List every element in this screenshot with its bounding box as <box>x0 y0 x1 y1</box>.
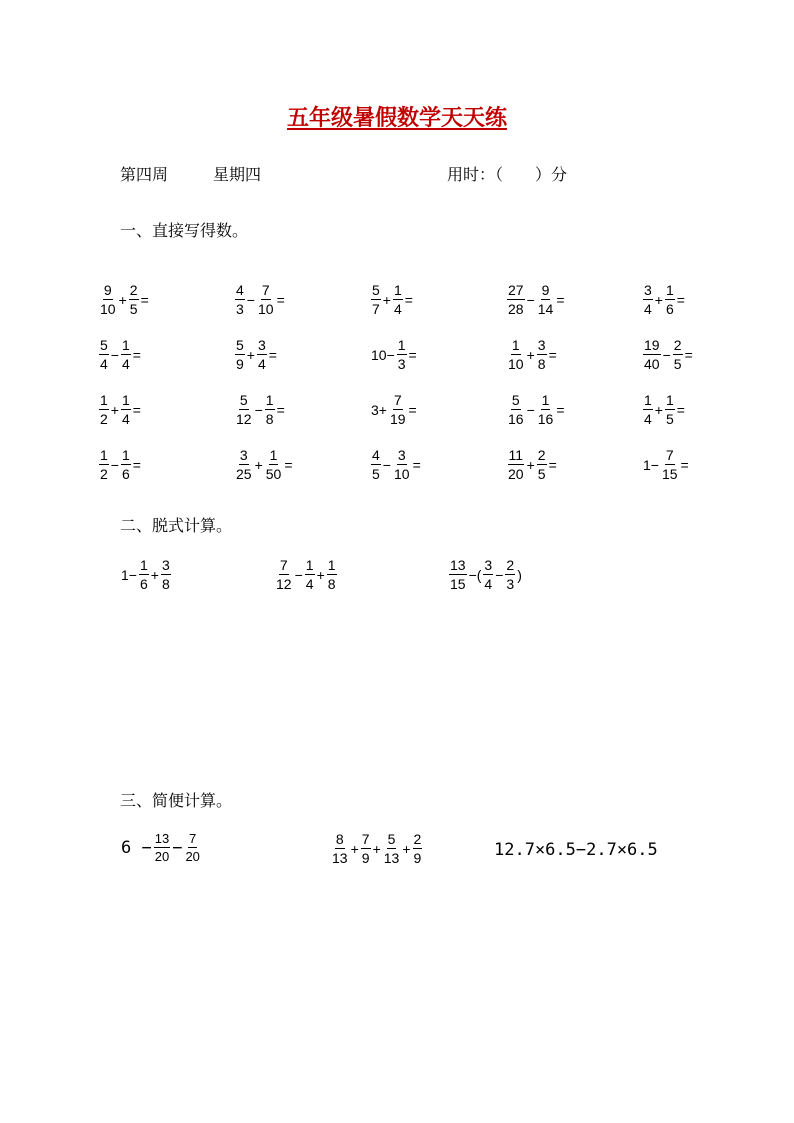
fraction <box>371 448 381 481</box>
operator: = <box>276 401 285 418</box>
denominator: 2 <box>100 466 108 482</box>
math-expression <box>330 832 423 865</box>
math-expression <box>370 338 418 371</box>
math-expression <box>234 393 286 426</box>
operator: = <box>276 291 285 308</box>
numerator: 5 <box>387 831 396 847</box>
denominator: 8 <box>537 356 546 372</box>
time-label: 用时：（ ）分 <box>447 165 568 184</box>
numerator: 1 <box>100 447 108 463</box>
denominator: 10 <box>100 301 116 317</box>
denominator: 9 <box>361 850 370 866</box>
fraction <box>537 448 547 481</box>
operator: − <box>526 401 535 418</box>
fraction <box>483 558 493 591</box>
denominator: 40 <box>644 356 660 372</box>
operator: + <box>526 456 535 473</box>
operator: − <box>526 291 535 308</box>
fraction <box>139 558 149 591</box>
math-expression <box>370 283 414 316</box>
math-expression <box>120 558 172 591</box>
numerator: 1 <box>121 447 130 463</box>
fraction <box>235 338 245 371</box>
operator: + <box>118 291 127 308</box>
operator: = <box>676 291 685 308</box>
math-expression <box>493 840 659 860</box>
denominator: 5 <box>372 466 380 482</box>
numerator: 5 <box>100 337 108 353</box>
math-expression <box>642 283 686 316</box>
math-expression <box>370 448 422 481</box>
math-expression <box>234 338 278 371</box>
fraction <box>99 448 109 481</box>
denominator: 19 <box>389 411 406 427</box>
operator: − <box>382 456 391 473</box>
math-expression <box>506 448 558 481</box>
numerator: 11 <box>508 447 524 463</box>
fraction <box>389 393 407 426</box>
math-expression <box>506 283 566 316</box>
numerator: 13 <box>450 557 466 573</box>
fraction <box>371 283 381 316</box>
fraction <box>235 393 253 426</box>
fraction <box>665 283 675 316</box>
denominator: 5 <box>665 411 674 427</box>
numerator: 3 <box>644 282 652 298</box>
denominator: 4 <box>257 356 266 372</box>
fraction <box>257 283 275 316</box>
fraction <box>449 558 467 591</box>
operator: − <box>662 346 671 363</box>
numerator: 5 <box>239 392 248 408</box>
operator: ) <box>517 566 522 583</box>
fraction <box>505 558 515 591</box>
fraction <box>507 283 525 316</box>
fraction <box>361 832 371 865</box>
section3-heading: 三、简便计算。 <box>120 791 233 810</box>
numerator: 1 <box>541 392 550 408</box>
fraction <box>661 448 679 481</box>
fraction <box>184 832 200 863</box>
fraction <box>507 338 525 371</box>
day-label: 星期四 <box>213 165 262 184</box>
numerator: 7 <box>393 392 402 408</box>
operator: = <box>684 346 693 363</box>
math-expression <box>98 393 142 426</box>
fraction <box>397 338 407 371</box>
numerator: 3 <box>161 557 170 573</box>
denominator: 5 <box>129 301 138 317</box>
denominator: 8 <box>327 576 336 592</box>
denominator: 16 <box>537 411 554 427</box>
denominator: 3 <box>506 576 515 592</box>
operator: = <box>676 401 685 418</box>
numerator: 3 <box>239 447 248 463</box>
numerator: 2 <box>413 831 422 847</box>
fraction <box>129 283 139 316</box>
operator: 3+ <box>371 401 387 418</box>
operator: + <box>526 346 535 363</box>
math-expression <box>98 338 142 371</box>
section2-heading: 二、脱式计算。 <box>120 516 233 535</box>
page-title: 五年级暑假数学天天练 <box>286 105 507 131</box>
numerator: 13 <box>154 831 170 846</box>
fraction <box>99 283 117 316</box>
fraction <box>235 283 245 316</box>
operator: = <box>132 346 141 363</box>
operator: − <box>495 566 504 583</box>
numerator: 7 <box>361 831 370 847</box>
denominator: 4 <box>305 576 314 592</box>
week-label: 第四周 <box>120 165 169 184</box>
numerator: 1 <box>100 392 108 408</box>
denominator: 50 <box>265 466 282 482</box>
operator: = <box>412 456 421 473</box>
numerator: 5 <box>372 282 380 298</box>
denominator: 14 <box>537 301 554 317</box>
denominator: 2 <box>100 411 108 427</box>
fraction <box>393 283 403 316</box>
math-expression <box>98 448 142 481</box>
operator: = <box>404 291 413 308</box>
numerator: 4 <box>236 282 244 298</box>
denominator: 9 <box>236 356 244 372</box>
denominator: 4 <box>644 411 652 427</box>
operator: + <box>372 840 381 857</box>
numerator: 1 <box>511 337 520 353</box>
fraction <box>99 393 109 426</box>
numerator: 1 <box>265 392 274 408</box>
fraction <box>305 558 315 591</box>
fraction <box>537 283 555 316</box>
fraction <box>121 393 131 426</box>
math-expression <box>274 558 338 591</box>
numerator: 3 <box>397 447 406 463</box>
math-expression <box>448 558 523 591</box>
fraction <box>121 448 131 481</box>
numerator: 5 <box>511 392 520 408</box>
operator: + <box>382 291 391 308</box>
numerator: 2 <box>129 282 138 298</box>
operator: 6 − <box>121 837 152 858</box>
math-expression <box>98 283 150 316</box>
operator: + <box>254 456 263 473</box>
denominator: 8 <box>265 411 274 427</box>
denominator: 15 <box>450 576 466 592</box>
operator: + <box>402 840 411 857</box>
numerator: 8 <box>335 831 344 847</box>
denominator: 16 <box>508 411 524 427</box>
operator: + <box>316 566 325 583</box>
operator: 12.7×6.5−2.7×6.5 <box>494 840 658 860</box>
fraction <box>161 558 171 591</box>
numerator: 4 <box>372 447 380 463</box>
fraction <box>665 393 675 426</box>
fraction <box>257 338 267 371</box>
operator: + <box>246 346 255 363</box>
operator: 10− <box>371 346 395 363</box>
fraction <box>643 283 653 316</box>
numerator: 9 <box>103 282 112 298</box>
denominator: 13 <box>383 850 400 866</box>
operator: = <box>556 291 565 308</box>
numerator: 27 <box>508 282 524 298</box>
numerator: 1 <box>393 282 402 298</box>
math-expression <box>642 393 686 426</box>
numerator: 19 <box>644 337 660 353</box>
denominator: 4 <box>484 576 493 592</box>
numerator: 5 <box>236 337 244 353</box>
operator: + <box>654 401 663 418</box>
operator: = <box>140 291 149 308</box>
numerator: 1 <box>644 392 652 408</box>
operator: = <box>132 456 141 473</box>
denominator: 12 <box>236 411 252 427</box>
denominator: 8 <box>161 576 170 592</box>
operator: −( <box>468 566 482 583</box>
operator: = <box>680 456 689 473</box>
operator: = <box>408 346 417 363</box>
numerator: 1 <box>139 557 148 573</box>
fraction <box>275 558 293 591</box>
denominator: 6 <box>121 466 130 482</box>
fraction <box>265 448 283 481</box>
operator: = <box>548 456 557 473</box>
numerator: 2 <box>673 337 682 353</box>
math-expression <box>506 338 558 371</box>
operator: − <box>110 456 119 473</box>
operator: − <box>172 837 183 858</box>
fraction <box>99 338 109 371</box>
denominator: 4 <box>644 301 652 317</box>
operator: + <box>150 566 159 583</box>
denominator: 7 <box>372 301 380 317</box>
denominator: 20 <box>154 849 170 864</box>
fraction <box>265 393 275 426</box>
fraction <box>537 338 547 371</box>
numerator: 1 <box>121 337 130 353</box>
fraction <box>507 393 525 426</box>
operator: = <box>556 401 565 418</box>
numerator: 2 <box>506 557 515 573</box>
math-expression <box>234 283 286 316</box>
fraction <box>383 832 401 865</box>
fraction <box>327 558 337 591</box>
numerator: 3 <box>537 337 546 353</box>
numerator: 1 <box>269 447 278 463</box>
operator: − <box>294 566 303 583</box>
denominator: 12 <box>276 576 292 592</box>
numerator: 9 <box>541 282 550 298</box>
denominator: 10 <box>257 301 274 317</box>
numerator: 7 <box>189 831 197 846</box>
operator: − <box>254 401 263 418</box>
operator: = <box>268 346 277 363</box>
fraction <box>121 338 131 371</box>
math-expression <box>642 338 694 371</box>
fraction <box>154 832 170 863</box>
denominator: 20 <box>508 466 524 482</box>
numerator: 1 <box>665 392 674 408</box>
fraction <box>643 393 653 426</box>
operator: = <box>284 456 293 473</box>
operator: − <box>110 346 119 363</box>
denominator: 13 <box>332 850 348 866</box>
operator: 1− <box>643 456 659 473</box>
numerator: 1 <box>305 557 314 573</box>
section1-heading: 一、直接写得数。 <box>120 221 249 240</box>
fraction <box>507 448 525 481</box>
numerator: 1 <box>665 282 674 298</box>
denominator: 4 <box>393 301 402 317</box>
operator: = <box>548 346 557 363</box>
operator: = <box>132 401 141 418</box>
operator: + <box>654 291 663 308</box>
fraction <box>673 338 683 371</box>
math-expression <box>506 393 566 426</box>
denominator: 3 <box>397 356 406 372</box>
denominator: 4 <box>121 356 130 372</box>
fraction <box>331 832 349 865</box>
denominator: 10 <box>508 356 524 372</box>
denominator: 9 <box>413 850 422 866</box>
operator: − <box>246 291 255 308</box>
math-expression <box>234 448 294 481</box>
math-expression <box>370 393 418 426</box>
numerator: 7 <box>261 282 270 298</box>
denominator: 6 <box>139 576 148 592</box>
operator: = <box>408 401 417 418</box>
denominator: 6 <box>665 301 674 317</box>
operator: 1− <box>121 566 137 583</box>
numerator: 1 <box>397 337 406 353</box>
fraction <box>413 832 423 865</box>
numerator: 7 <box>665 447 674 463</box>
numerator: 3 <box>257 337 266 353</box>
fraction <box>537 393 555 426</box>
numerator: 2 <box>537 447 546 463</box>
denominator: 15 <box>661 466 678 482</box>
denominator: 4 <box>100 356 108 372</box>
denominator: 20 <box>185 849 200 864</box>
numerator: 7 <box>279 557 288 573</box>
fraction <box>235 448 253 481</box>
denominator: 4 <box>121 411 130 427</box>
denominator: 5 <box>537 466 546 482</box>
denominator: 28 <box>508 301 524 317</box>
numerator: 3 <box>484 557 493 573</box>
operator: + <box>350 840 359 857</box>
numerator: 1 <box>327 557 336 573</box>
denominator: 10 <box>393 466 410 482</box>
math-expression <box>120 832 202 863</box>
operator: + <box>110 401 119 418</box>
numerator: 1 <box>121 392 130 408</box>
denominator: 25 <box>236 466 252 482</box>
denominator: 5 <box>673 356 682 372</box>
fraction <box>393 448 411 481</box>
denominator: 3 <box>236 301 244 317</box>
math-expression <box>642 448 690 481</box>
fraction <box>643 338 661 371</box>
